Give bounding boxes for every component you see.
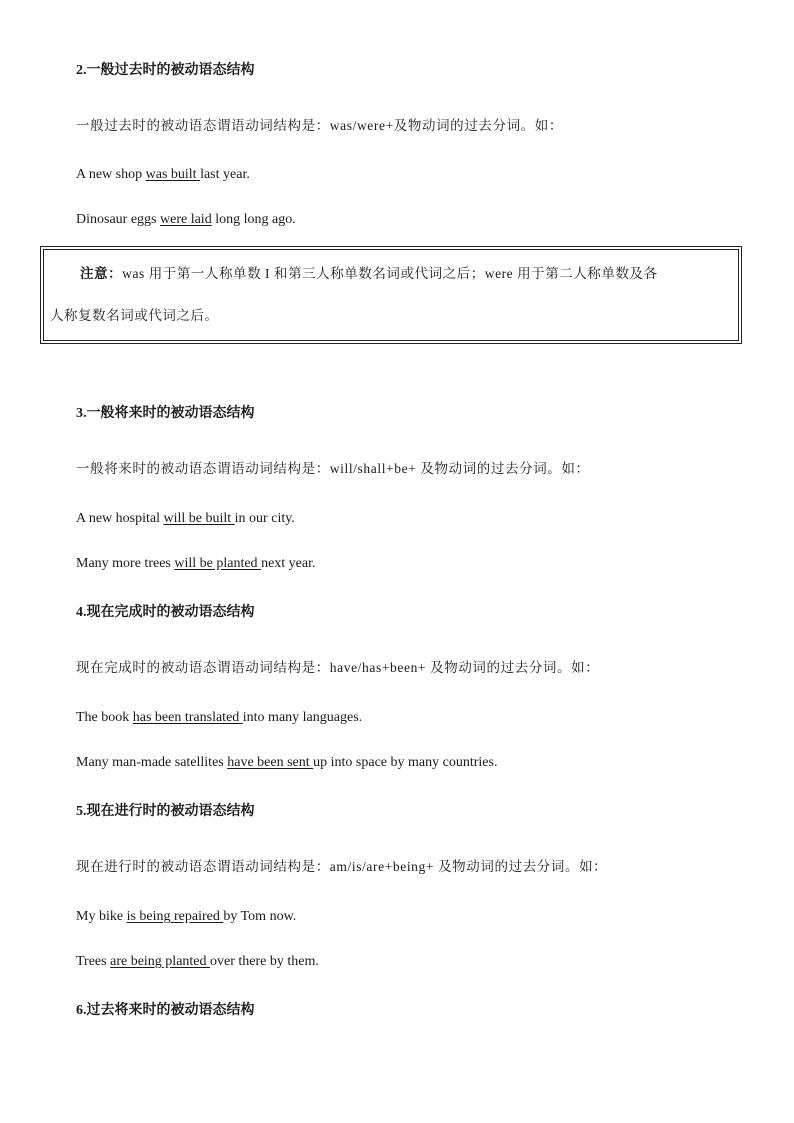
section-heading-past: 2.一般过去时的被动语态结构 — [76, 63, 255, 78]
passive-verb: was built — [145, 167, 201, 182]
section-heading-future: 3.一般将来时的被动语态结构 — [76, 406, 255, 421]
example-future-2: Many more trees will be planted next year. — [76, 556, 316, 571]
passive-verb: will be built — [163, 511, 235, 526]
rule-present-perfect: 现在完成时的被动语态谓语动词结构是：have/has+been+ 及物动词的过去分词。如： — [76, 660, 600, 675]
example-past-2: Dinosaur eggs were laid long long ago. — [76, 212, 296, 227]
note-box — [40, 246, 742, 344]
section-heading-past-future: 6.过去将来时的被动语态结构 — [76, 1003, 255, 1018]
example-present-perfect-2: Many man-made satellites have been sent up into space by many countries. — [76, 755, 498, 770]
rule-present-continuous: 现在进行时的被动语态谓语动词结构是：am/is/are+being+ 及物动词的过去分词。如： — [76, 859, 608, 874]
passive-verb: have been sent — [227, 755, 314, 770]
example-present-continuous-2: Trees are being planted over there by them. — [76, 954, 319, 969]
passive-verb: were laid — [160, 212, 212, 227]
rule-future: 一般将来时的被动语态谓语动词结构是：will/shall+be+ 及物动词的过去分词。如： — [76, 461, 590, 476]
passive-verb: is being repaired — [126, 909, 224, 924]
example-past-1: A new shop was built last year. — [76, 167, 250, 182]
note-label: 注意： — [80, 266, 123, 281]
section-heading-present-perfect: 4.现在完成时的被动语态结构 — [76, 605, 255, 620]
example-present-continuous-1: My bike is being repaired by Tom now. — [76, 909, 297, 924]
section-heading-present-continuous: 5.现在进行时的被动语态结构 — [76, 804, 255, 819]
passive-verb: will be planted — [174, 556, 262, 571]
note-line-2: 人称复数名词或代词之后。 — [50, 308, 219, 323]
passive-verb: are being planted — [110, 954, 211, 969]
passive-verb: has been translated — [132, 710, 243, 725]
rule-past: 一般过去时的被动语态谓语动词结构是：was/were+及物动词的过去分词。如： — [76, 118, 563, 133]
example-future-1: A new hospital will be built in our city. — [76, 511, 295, 526]
note-line-1: 注意：was 用于第一人称单数 I 和第三人称单数名词或代词之后；were 用于第二人称单数及各 — [80, 266, 658, 281]
example-present-perfect-1: The book has been translated into many languages. — [76, 710, 363, 725]
